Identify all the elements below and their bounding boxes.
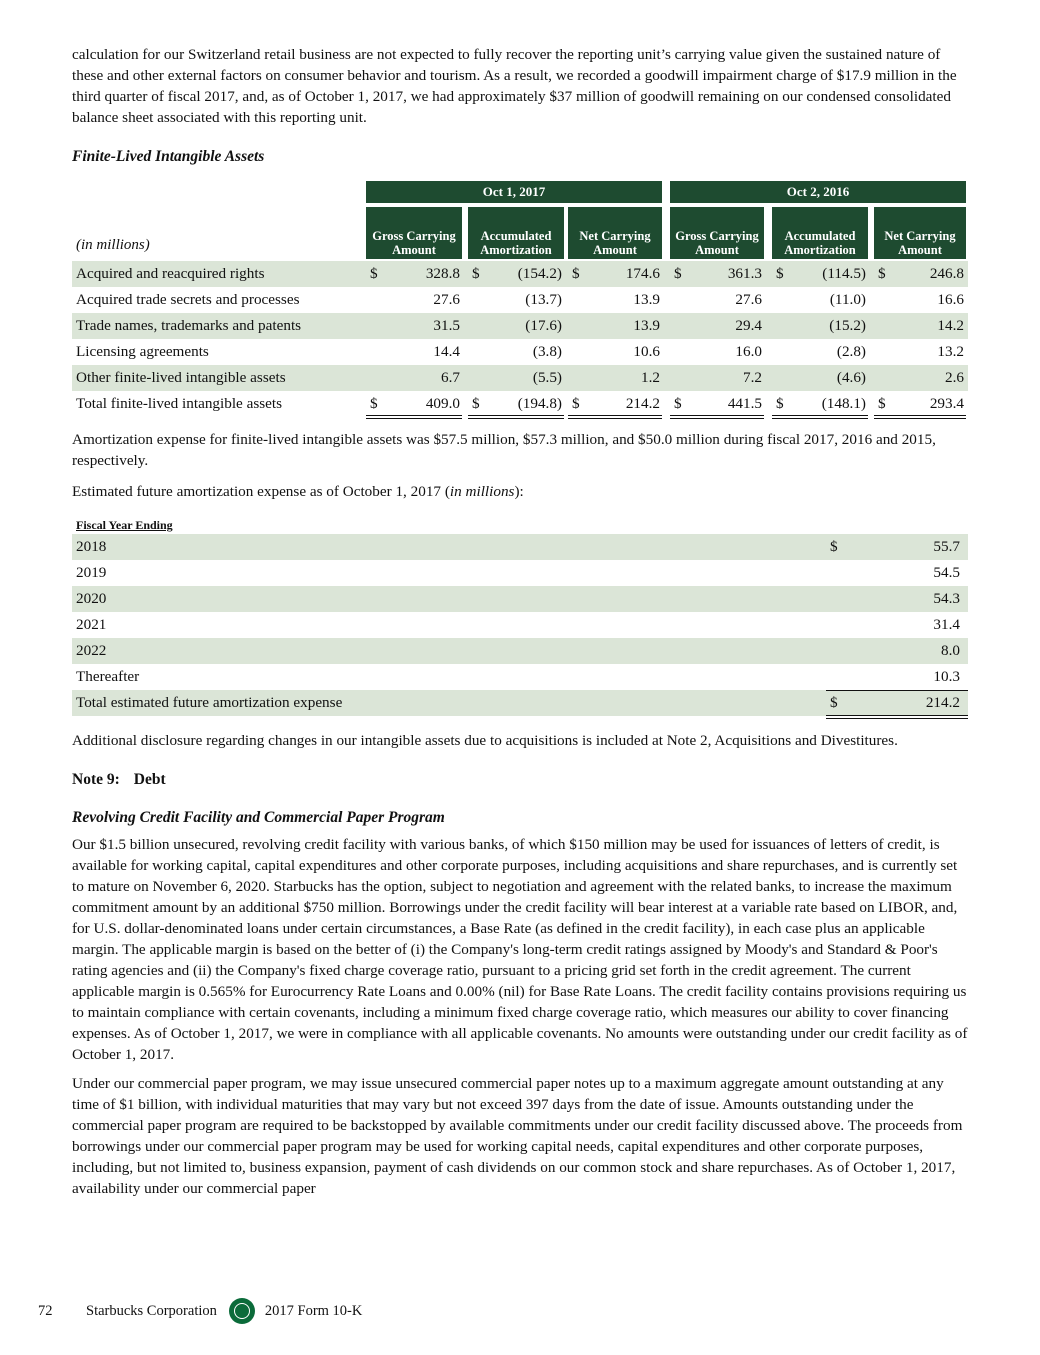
value-cell (772, 287, 868, 313)
currency-symbol: $ (830, 538, 838, 555)
value-cell (874, 313, 966, 339)
column-header: Gross Carrying Amount (366, 207, 462, 259)
value-cell (772, 339, 868, 365)
row-value: 55.7 (933, 538, 960, 555)
table-row (72, 365, 968, 391)
value-cell (468, 261, 564, 287)
currency-symbol: $ (674, 395, 682, 412)
estimated-amortization-intro (72, 481, 968, 502)
row-label: Total estimated future amortization expense (76, 694, 343, 711)
page-number: 72 (38, 1302, 53, 1319)
row-label: Thereafter (76, 668, 140, 685)
value-cell (772, 365, 868, 391)
cell-value: 16.6 (937, 291, 964, 308)
row-label: 2022 (76, 642, 107, 659)
value-cell (568, 365, 662, 391)
period-header-2017: Oct 1, 2017 (366, 181, 662, 203)
value-cell (366, 391, 462, 419)
row-label: Trade names, trademarks and patents (76, 317, 302, 334)
cell-value: 409.0 (425, 395, 460, 412)
value-cell (366, 287, 462, 313)
page-footer (38, 1297, 362, 1325)
future-amortization-table (72, 516, 968, 716)
revolving-credit-paragraph: Our $1.5 billion unsecured, revolving credit facility with various banks, of which $150 million may be used for issuances of letters of credit, is available for working capital, capital expenditures and other corporate purposes, including acquisitions and share repurchases, and is currently set to mature on November 6, 2020. Starbucks has the option, subject to negotiation and agreement with the related banks, to increase the maximum commitment amount by an additional $750 million. Borrowings under the credit facility will bear interest at a variable rate based on LIBOR, and, for U.S. dollar-denominated loans under certain circumstances, a Base Rate (as defined in the credit facility), in each case plus an applicable margin. The applicable margin is based on the better of (i) the Company's long-term credit ratings assigned by Moody's and Standard & Poor's rating agencies and (ii) the Company's fixed charge coverage ratio, pursuant to a pricing grid set forth in the credit agreement. The current applicable margin is 0.565% for Eurocurrency Rate Loans and 0.00% (nil) for Base Rate Loans. The credit facility contains provisions requiring us to maintain compliance with certain covenants, including a minimum fixed charge coverage ratio, which measures our ability to cover financing expenses. As of October 1, 2017, we were in compliance with all applicable covenants. No amounts were outstanding under our credit facility as of October 1, 2017. (72, 836, 968, 1063)
cell-value: 27.6 (433, 291, 460, 308)
row-label: 2018 (76, 538, 107, 555)
row-value: 214.2 (925, 694, 960, 711)
total-row (72, 391, 968, 417)
cell-value: 246.8 (929, 265, 964, 282)
intro-italic: in millions (449, 483, 515, 500)
value-cell (568, 339, 662, 365)
cell-value: (194.8) (517, 395, 562, 412)
cell-value: 27.6 (735, 291, 762, 308)
period-header-2016: Oct 2, 2016 (670, 181, 966, 203)
currency-symbol: $ (830, 694, 838, 711)
intangibles-section-title: Finite-Lived Intangible Assets (72, 148, 265, 165)
value-cell (874, 261, 966, 287)
cell-value: 328.8 (425, 265, 460, 282)
value-cell (670, 365, 764, 391)
cell-value: (5.5) (532, 369, 562, 386)
value-cell (366, 313, 462, 339)
row-label: 2019 (76, 564, 107, 581)
footer-company: Starbucks Corporation (86, 1302, 217, 1319)
row-label: Other finite-lived intangible assets (76, 369, 286, 386)
currency-symbol: $ (370, 265, 378, 282)
cell-value: (3.8) (532, 343, 562, 360)
note-title: Debt (133, 771, 166, 788)
value-cell (568, 313, 662, 339)
value-cell (670, 391, 764, 419)
intangible-assets-table (72, 181, 968, 417)
value-cell (568, 287, 662, 313)
table-row (72, 586, 968, 612)
cell-value: 361.3 (727, 265, 762, 282)
currency-symbol: $ (572, 265, 580, 282)
cell-value: (4.6) (836, 369, 866, 386)
note-number: Note 9: (72, 771, 120, 788)
row-value: 10.3 (933, 668, 960, 685)
value-cell (468, 391, 564, 419)
cell-value: 6.7 (441, 369, 460, 386)
cell-value: 1.2 (641, 369, 660, 386)
table-row (72, 287, 968, 313)
cell-value: 7.2 (743, 369, 762, 386)
value-cell (468, 313, 564, 339)
unit-label: (in millions) (76, 237, 150, 253)
cell-value: (17.6) (525, 317, 562, 334)
amortization-expense-paragraph: Amortization expense for finite-lived intangible assets was $57.5 million, $57.3 million, and $50.0 million during fiscal 2017, 2016 and 2015, respectively. (72, 431, 936, 469)
column-header: Net Carrying Amount (874, 207, 966, 259)
value-cell (568, 261, 662, 287)
intro-paragraph: calculation for our Switzerland retail business are not expected to fully recover the reporting unit’s carrying value given the sustained nature of these and other external factors on consumer behavior and tourism. As a result, we recorded a goodwill impairment charge of $17.9 million in the third quarter of fiscal 2017, and, as of October 1, 2017, we had approximately $37 million of goodwill remaining on our condensed consolidated balance sheet associated with this reporting unit. (72, 46, 957, 126)
currency-symbol: $ (472, 265, 480, 282)
value-cell (468, 339, 564, 365)
table-body (72, 261, 968, 417)
value-cell (670, 313, 764, 339)
table-row (72, 261, 968, 287)
currency-symbol: $ (878, 265, 886, 282)
currency-symbol: $ (776, 395, 784, 412)
table-row (72, 313, 968, 339)
cell-value: (15.2) (829, 317, 866, 334)
value-cell (874, 365, 966, 391)
cell-value: 13.9 (633, 291, 660, 308)
cell-value: 29.4 (735, 317, 762, 334)
value-cell (874, 287, 966, 313)
cell-value: 31.5 (433, 317, 460, 334)
table-row (72, 534, 968, 560)
table-header (72, 181, 968, 261)
footer-form: 2017 Form 10-K (264, 1302, 363, 1319)
cell-value: 13.9 (633, 317, 660, 334)
table-row (72, 560, 968, 586)
value-cell (568, 391, 662, 419)
value-cell (366, 339, 462, 365)
fiscal-year-header: Fiscal Year Ending (76, 518, 173, 532)
value-cell (366, 365, 462, 391)
currency-symbol: $ (878, 395, 886, 412)
column-header: Accumulated Amortization (772, 207, 868, 259)
currency-symbol: $ (572, 395, 580, 412)
table-row (72, 638, 968, 664)
row-label: Total finite-lived intangible assets (76, 395, 283, 412)
value-cell (874, 339, 966, 365)
value-cell (772, 261, 868, 287)
cell-value: 16.0 (735, 343, 762, 360)
row-label: Acquired and reacquired rights (76, 265, 265, 282)
value-cell (366, 261, 462, 287)
cell-value: 441.5 (727, 395, 762, 412)
cell-value: (13.7) (525, 291, 562, 308)
row-label: 2020 (76, 590, 107, 607)
cell-value: (2.8) (836, 343, 866, 360)
cell-value: 293.4 (929, 395, 964, 412)
row-value: 54.3 (933, 590, 960, 607)
table-row (72, 612, 968, 638)
table-row (72, 339, 968, 365)
column-header: Net Carrying Amount (568, 207, 662, 259)
cell-value: (154.2) (517, 265, 562, 282)
document-page (72, 44, 968, 1199)
value-cell (468, 287, 564, 313)
currency-symbol: $ (776, 265, 784, 282)
value-cell (670, 339, 764, 365)
value-cell (670, 287, 764, 313)
currency-symbol: $ (674, 265, 682, 282)
cell-value: 10.6 (633, 343, 660, 360)
cell-value: 13.2 (937, 343, 964, 360)
cell-value: (11.0) (829, 291, 866, 308)
cell-value: 14.2 (937, 317, 964, 334)
row-label: Licensing agreements (76, 343, 209, 360)
cell-value: (114.5) (822, 265, 866, 282)
value-cell (670, 261, 764, 287)
cell-value: (148.1) (821, 395, 866, 412)
row-value: 54.5 (933, 564, 960, 581)
cell-value: 14.4 (433, 343, 460, 360)
starbucks-siren-logo-icon (229, 1298, 255, 1324)
currency-symbol: $ (472, 395, 480, 412)
cell-value: 174.6 (625, 265, 660, 282)
intro-tail: ): (514, 483, 524, 500)
cell-value: 214.2 (625, 395, 660, 412)
value-cell (874, 391, 966, 419)
intro-text: Estimated future amortization expense as of October 1, 2017 ( (72, 483, 450, 500)
column-header: Accumulated Amortization (468, 207, 564, 259)
commercial-paper-paragraph: Under our commercial paper program, we may issue unsecured commercial paper notes up to a maximum aggregate amount outstanding at any time of $1 billion, with individual maturities that may vary but not exceed 397 days from the date of issue. Amounts outstanding under the commercial paper program are required to be backstopped by available commitments under our credit facility discussed above. The proceeds from borrowings under our commercial paper program may be used for working capital needs, capital expenditures and other corporate purposes, including, but not limited to, business expansion, payment of cash dividends on our common stock and share repurchases. As of October 1, 2017, availability under our commercial paper (72, 1075, 963, 1197)
currency-symbol: $ (370, 395, 378, 412)
revolving-credit-title: Revolving Credit Facility and Commercial Paper Program (72, 809, 445, 826)
value-cell (468, 365, 564, 391)
row-label: Acquired trade secrets and processes (76, 291, 300, 308)
additional-disclosure-paragraph: Additional disclosure regarding changes in our intangible assets due to acquisitions is included at Note 2, Acquisitions and Divestitures. (72, 732, 898, 749)
total-row (72, 690, 968, 716)
row-value: 31.4 (933, 616, 960, 633)
row-value: 8.0 (941, 642, 960, 659)
row-label: 2021 (76, 616, 107, 633)
column-header: Gross Carrying Amount (670, 207, 764, 259)
cell-value: 2.6 (945, 369, 964, 386)
future-table-body (72, 534, 968, 716)
note-heading (72, 771, 968, 789)
value-cell (772, 313, 868, 339)
value-cell (772, 391, 868, 419)
table-row (72, 664, 968, 690)
